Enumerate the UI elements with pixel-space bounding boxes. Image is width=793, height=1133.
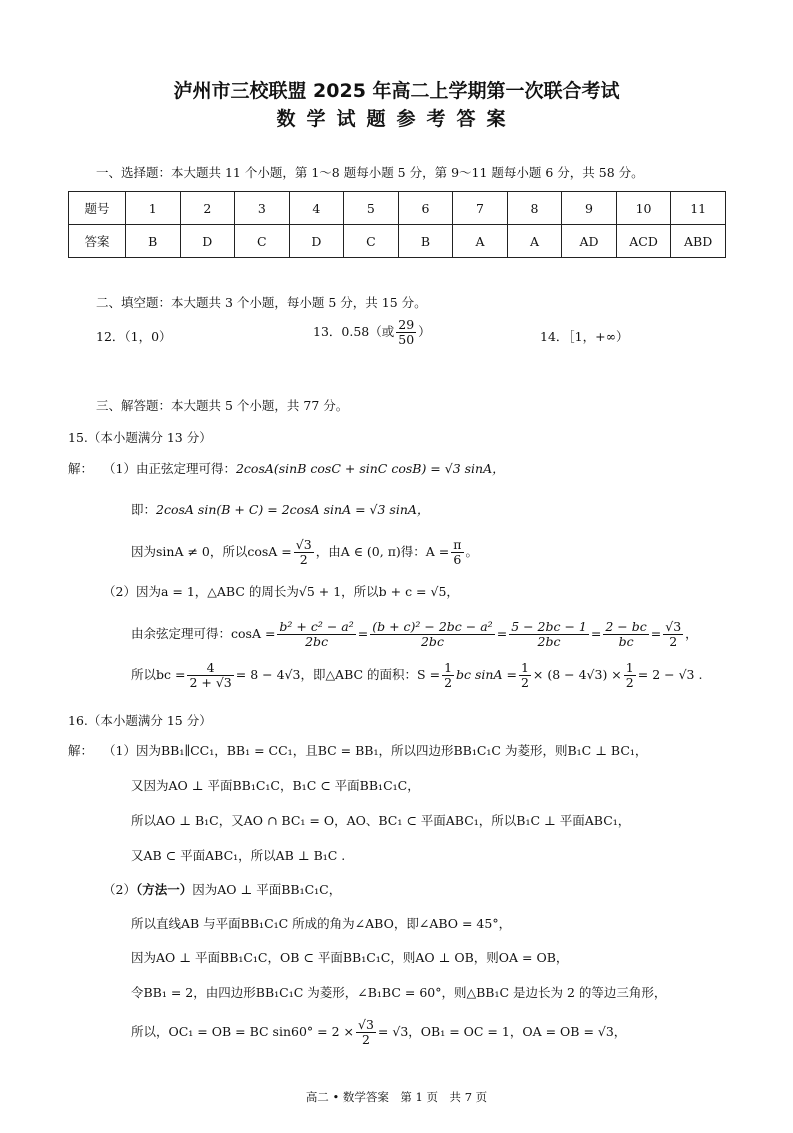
table-cell: ABD (671, 225, 726, 258)
fraction-numerator: 1 (444, 660, 453, 675)
q16-solution-label: 解： (68, 743, 94, 758)
fraction-denominator: 2 + √3 (189, 674, 232, 690)
equals: = (496, 625, 508, 641)
text: = √3，OB₁ = OC = 1，OA = OB = √3， (377, 1023, 627, 1039)
text: 所以，OC₁ = OB = BC sin60° = 2 × (131, 1023, 354, 1039)
table-cell: A (507, 225, 562, 258)
text: 因为AO ⊥ 平面BB₁C₁C， (192, 882, 342, 897)
equation: 2cosA sin(B + C) = 2cosA sinA = √3 sinA， (156, 502, 430, 517)
fraction-numerator: 2 − bc (605, 619, 647, 634)
text: = 2 − √3 . (637, 666, 703, 682)
text: = 8 − 4√3，即△ABC 的面积：S = (235, 666, 441, 682)
fraction-numerator: √3 (665, 619, 682, 634)
q13-text-end: ） (418, 323, 431, 339)
fraction-numerator: b² + c² − a² (279, 619, 354, 634)
text: （1）由正弦定理可得： (103, 461, 236, 476)
fraction (663, 620, 683, 649)
table-cell: 1 (126, 192, 181, 225)
table-cell: B (126, 225, 181, 258)
text: ， (685, 625, 698, 641)
table-cell: 3 (235, 192, 290, 225)
text: ，由A ∈ (0, π)得：A = (315, 543, 450, 559)
table-cell: 4 (289, 192, 344, 225)
table-cell: B (398, 225, 453, 258)
table-cell: C (344, 225, 399, 258)
fraction-denominator: 2 (299, 551, 308, 567)
q16-title: 16.（本小题满分 15 分） (68, 713, 212, 728)
fraction-numerator: 4 (187, 661, 233, 676)
page-title: 泸州市三校联盟 2025 年高二上学期第一次联合考试 (173, 80, 620, 102)
fraction (509, 620, 589, 649)
fraction-numerator: √3 (358, 1017, 374, 1032)
section3-heading: 三、解答题：本大题共 5 个小题，共 77 分。 (96, 398, 349, 413)
q15-solution-label: 解： (68, 461, 94, 476)
q16-line7: 因为AO ⊥ 平面BB₁C₁C，OB ⊂ 平面BB₁C₁C，则AO ⊥ OB，则OA = OB， (131, 950, 569, 965)
text: 因为sinA ≠ 0，所以cosA = (131, 543, 292, 559)
table-cell: 6 (398, 192, 453, 225)
fraction (396, 318, 416, 347)
answer-table (68, 191, 726, 258)
fraction-denominator: 2 (669, 633, 678, 649)
fraction (624, 661, 636, 690)
table-cell: AD (562, 225, 617, 258)
fraction-numerator: 5 − 2bc − 1 (511, 619, 587, 634)
fraction (442, 661, 454, 690)
q16-line6: 所以直线AB 与平面BB₁C₁C 所成的角为∠ABO，即∠ABO = 45°， (131, 916, 512, 931)
table-cell: ACD (616, 225, 671, 258)
fraction-denominator: 50 (398, 331, 415, 347)
text: 由余弦定理可得：cosA = (131, 625, 276, 641)
equals: = (357, 625, 369, 641)
table-cell: 答案 (69, 225, 126, 258)
fraction-numerator: π (453, 537, 462, 552)
equals: = (590, 625, 602, 641)
table-cell: 9 (562, 192, 617, 225)
text: 即： (131, 502, 157, 517)
table-row (69, 225, 726, 258)
q15-part1-line3 (131, 538, 478, 567)
q16-line5 (103, 880, 341, 898)
fraction (451, 538, 463, 567)
page-subtitle: 数学试题参考答案 (276, 108, 517, 130)
fraction-numerator: √3 (295, 537, 312, 552)
fraction-denominator: 2bc (420, 633, 444, 649)
fraction-numerator: (b + c)² − 2bc − a² (372, 619, 493, 634)
section1-heading: 一、选择题：本大题共 11 个小题，第 1～8 题每小题 5 分，第 9～11 题每小题 6 分，共 58 分。 (96, 165, 644, 180)
answer-q12: 12．（1，0） (96, 329, 172, 344)
q15-part1-line1 (103, 459, 505, 477)
answer-q13 (313, 318, 431, 347)
fraction-numerator: 1 (625, 660, 634, 675)
q15-title: 15.（本小题满分 13 分） (68, 430, 212, 445)
table-cell: 5 (344, 192, 399, 225)
fraction (277, 620, 355, 649)
text: 所以bc = (131, 666, 186, 682)
fraction (519, 661, 531, 690)
q16-line9 (131, 1018, 626, 1047)
fraction-denominator: 6 (453, 551, 462, 567)
q16-line8: 令BB₁ = 2，由四边形BB₁C₁C 为菱形，∠B₁BC = 60°，则△BB₁C 是边长为 2 的等边三角形， (131, 985, 667, 1000)
table-cell: 题号 (69, 192, 126, 225)
fraction (187, 661, 233, 690)
fraction-denominator: 2bc (305, 633, 329, 649)
fraction-numerator: 29 (398, 317, 415, 332)
equals: = (650, 625, 662, 641)
fraction-denominator: 2 (625, 674, 634, 690)
fraction-denominator: 2bc (537, 633, 561, 649)
fraction-denominator: 2 (520, 674, 529, 690)
section2-heading: 二、填空题：本大题共 3 个小题，每小题 5 分，共 15 分。 (96, 295, 427, 310)
table-cell: 7 (453, 192, 508, 225)
fraction-numerator: 1 (520, 660, 529, 675)
q15-part2-line2 (131, 620, 698, 649)
text: （2） (103, 882, 136, 897)
table-cell: 8 (507, 192, 562, 225)
q16-line4: 又AB ⊂ 平面ABC₁，所以AB ⊥ B₁C . (131, 848, 346, 863)
table-cell: C (235, 225, 290, 258)
q16-line2: 又因为AO ⊥ 平面BB₁C₁C，B₁C ⊂ 平面BB₁C₁C， (131, 778, 420, 793)
table-cell: D (289, 225, 344, 258)
table-row (69, 192, 726, 225)
fraction (294, 538, 314, 567)
answer-q14: 14．［1，+∞） (540, 329, 629, 344)
text: bc sinA = (456, 666, 517, 682)
table-cell: A (453, 225, 508, 258)
fraction (370, 620, 494, 649)
q16-line1: （1）因为BB₁∥CC₁，BB₁ = CC₁，且BC = BB₁，所以四边形BB₁C₁C 为菱形，则B₁C ⊥ BC₁， (103, 743, 648, 758)
table-cell: 10 (616, 192, 671, 225)
table-cell: D (180, 225, 235, 258)
method-label: （方法一） (135, 882, 193, 897)
table-cell: 2 (180, 192, 235, 225)
table-cell: 11 (671, 192, 726, 225)
q15-part1-line2 (131, 500, 429, 518)
fraction-denominator: bc (618, 633, 634, 649)
text: × (8 − 4√3) × (532, 666, 622, 682)
fraction (603, 620, 648, 649)
q15-part2-line1: （2）因为a = 1，△ABC 的周长为√5 + 1，所以b + c = √5， (103, 584, 459, 599)
page-footer: 高二 • 数学答案 第 1 页 共 7 页 (305, 1090, 488, 1104)
q16-line3: 所以AO ⊥ B₁C，又AO ∩ BC₁ = O，AO、BC₁ ⊂ 平面ABC₁，所以B₁C ⊥ 平面ABC₁， (131, 813, 631, 828)
equation: 2cosA(sinB cosC + sinC cosB) = √3 sinA， (235, 461, 505, 476)
fraction (356, 1018, 376, 1047)
q13-text: 13．0.58（或 (313, 323, 395, 339)
q15-part2-line3 (131, 661, 702, 690)
fraction-denominator: 2 (361, 1031, 370, 1047)
text: 。 (465, 543, 479, 559)
fraction-denominator: 2 (444, 674, 453, 690)
